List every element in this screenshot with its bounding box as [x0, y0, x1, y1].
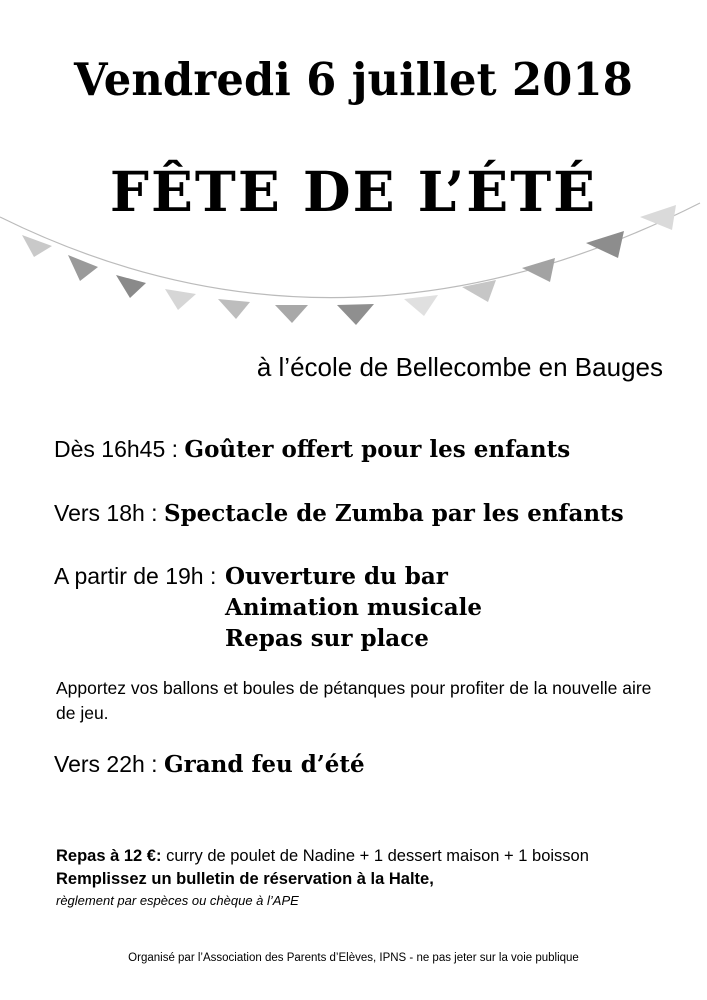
schedule-row	[54, 498, 624, 529]
bunting-flag	[218, 299, 250, 319]
games-note: Apportez vos ballons et boules de pétanques pour profiter de la nouvelle aire de jeu.	[56, 678, 652, 723]
bunting-flag	[640, 205, 676, 230]
bunting-flag	[116, 275, 146, 298]
bunting-flag	[462, 280, 496, 302]
bunting-flag	[337, 304, 374, 325]
schedule-time: A partir de 19h :	[54, 563, 217, 589]
schedule-activity-list	[225, 561, 482, 654]
payment-info: règlement par espèces ou chèque à l’APE	[56, 893, 299, 908]
bunting-string	[0, 203, 700, 298]
schedule-row	[54, 561, 482, 652]
bunting-flag	[586, 231, 624, 258]
footer-organizer: Organisé par l’Association des Parents d’Elèves, IPNS - ne pas jeter sur la voie publique	[128, 952, 579, 964]
schedule-activity: Spectacle de Zumba par les enfants	[163, 500, 624, 527]
reservation-info: Remplissez un bulletin de réservation à la Halte,	[56, 870, 434, 888]
event-title: FÊTE DE L’ÉTÉ	[109, 159, 598, 224]
meal-info	[56, 845, 589, 911]
schedule-activity: Repas sur place	[225, 625, 429, 652]
event-date: Vendredi 6 juillet 2018	[73, 53, 634, 106]
bunting-flag	[275, 305, 308, 323]
schedule-time: Dès 16h45 :	[54, 436, 179, 462]
schedule-activity: Goûter offert pour les enfants	[184, 436, 571, 463]
bunting-flag	[68, 255, 98, 281]
schedule-activity: Ouverture du bar	[225, 563, 448, 590]
schedule-time: Vers 18h :	[54, 500, 158, 526]
schedule-activity: Animation musicale	[225, 594, 482, 621]
schedule-time: Vers 22h :	[54, 751, 158, 777]
bunting-flag	[404, 295, 438, 316]
bunting-flag	[522, 258, 555, 282]
schedule-row	[54, 749, 365, 780]
event-location: à l’école de Bellecombe en Bauges	[256, 352, 663, 382]
meal-price: Repas à 12 €:	[56, 847, 162, 865]
schedule-row	[54, 434, 570, 465]
meal-menu: curry de poulet de Nadine + 1 dessert maison + 1 boisson	[161, 847, 589, 865]
bunting-flag	[165, 289, 196, 310]
schedule-activity: Grand feu d’été	[163, 751, 365, 778]
bunting-decoration	[0, 195, 707, 345]
